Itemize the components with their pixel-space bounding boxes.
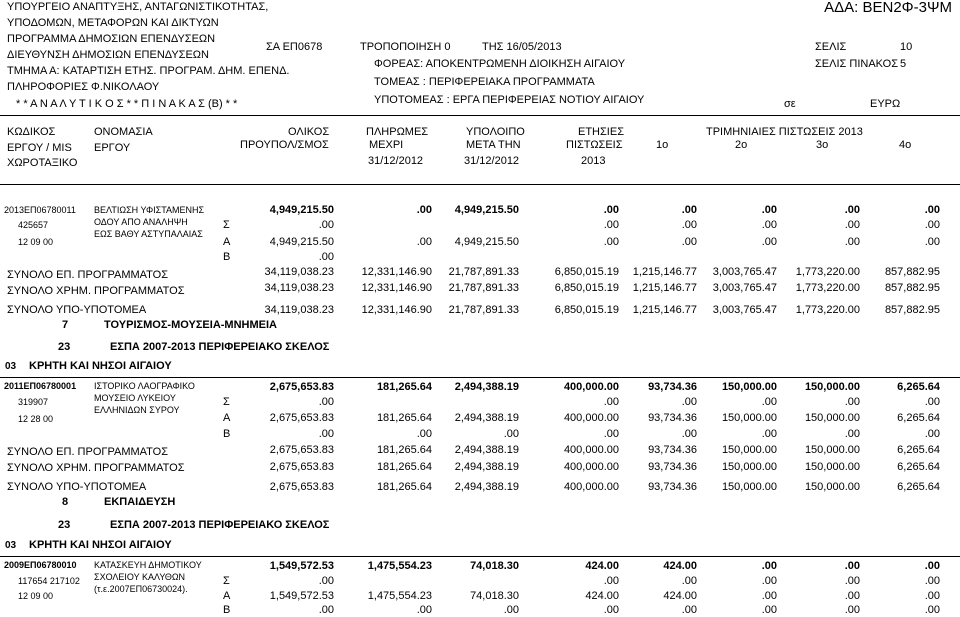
program-number: 23 bbox=[58, 341, 71, 353]
p3-sigma-annual: .00 bbox=[603, 575, 619, 587]
project-spatial: 12 09 00 bbox=[18, 591, 54, 601]
p2-budget: 2,675,653.83 bbox=[269, 381, 334, 393]
section-number: 8 bbox=[62, 496, 69, 508]
total-program-label: ΣΥΝΟΛΟ ΕΠ. ΠΡΟΓΡΑΜΜΑΤΟΣ bbox=[7, 446, 169, 458]
p3-alpha-payments: 1,475,554.23 bbox=[367, 590, 432, 602]
region-title: ΚΡΗΤΗ ΚΑΙ ΝΗΣΟΙ ΑΙΓΑΙΟΥ bbox=[29, 360, 172, 372]
t1-sub-q4: 857,882.95 bbox=[884, 304, 940, 316]
section-number: 7 bbox=[62, 319, 69, 331]
p1-alpha-q2: .00 bbox=[761, 236, 777, 248]
p2-alpha-q3: 150,000.00 bbox=[804, 412, 860, 424]
p3-payments: 1,475,554.23 bbox=[367, 560, 432, 572]
p2-sigma-budget: .00 bbox=[318, 396, 334, 408]
p2-payments: 181,265.64 bbox=[376, 381, 432, 393]
t1-chrim-q1: 1,215,146.77 bbox=[632, 282, 697, 294]
t1-prog-q3: 1,773,220.00 bbox=[795, 266, 860, 278]
project-name-2: ΟΔΟΥ ΑΠΟ ΑΝΑΛΗΨΗ bbox=[94, 217, 188, 227]
p3-alpha-annual: 424.00 bbox=[585, 590, 619, 602]
p3-beta-q1: .00 bbox=[681, 604, 697, 616]
t2-sub-q1: 93,734.36 bbox=[648, 481, 697, 493]
p1-sigma-q3: .00 bbox=[844, 219, 860, 231]
p2-sigma-q1: .00 bbox=[681, 396, 697, 408]
project-name-2: ΣΧΟΛΕΙΟΥ ΚΑΛΥΘΩΝ bbox=[94, 572, 186, 582]
p3-sigma-budget: .00 bbox=[318, 575, 334, 587]
col-name-1: ΟΝΟΜΑΣΙΑ bbox=[94, 126, 153, 138]
p1-beta-label: Β bbox=[223, 251, 231, 263]
t1-chrim-q4: 857,882.95 bbox=[884, 282, 940, 294]
p3-alpha-q3: .00 bbox=[844, 590, 860, 602]
p1-beta-budget: .00 bbox=[318, 251, 334, 263]
t1-prog-q4: 857,882.95 bbox=[884, 266, 940, 278]
region-number: 03 bbox=[5, 540, 17, 551]
col-code-2: ΕΡΓΟΥ / MIS bbox=[7, 142, 72, 154]
p2-alpha-budget: 2,675,653.83 bbox=[269, 412, 334, 424]
project-spatial: 12 09 00 bbox=[18, 237, 54, 247]
p2-alpha-q1: 93,734.36 bbox=[648, 412, 697, 424]
p1-alpha-annual: .00 bbox=[603, 236, 619, 248]
p1-sigma-q4: .00 bbox=[924, 219, 940, 231]
total-subsector-label: ΣΥΝΟΛΟ ΥΠΟ-ΥΠΟΤΟΜΕΑ bbox=[7, 481, 147, 493]
p3-beta-q4: .00 bbox=[924, 604, 940, 616]
region-rule bbox=[0, 556, 960, 557]
p3-beta-annual: .00 bbox=[603, 604, 619, 616]
p1-annual: .00 bbox=[603, 204, 619, 216]
t2-chrim-budget: 2,675,653.83 bbox=[269, 461, 334, 473]
col-remaining-1: ΥΠΟΛΟΙΠΟ bbox=[466, 126, 525, 138]
t2-sub-q3: 150,000.00 bbox=[804, 481, 860, 493]
p1-alpha-remaining: 4,949,215.50 bbox=[454, 236, 519, 248]
currency: ΕΥΡΩ bbox=[870, 98, 901, 110]
t1-chrim-budget: 34,119,038.23 bbox=[264, 282, 334, 294]
p3-beta-q2: .00 bbox=[761, 604, 777, 616]
column-header-rule bbox=[0, 184, 960, 185]
project-code: 2013ΕΠ06780011 bbox=[4, 205, 76, 215]
p2-alpha-payments: 181,265.64 bbox=[376, 412, 432, 424]
p2-alpha-q4: 6,265.64 bbox=[897, 412, 940, 424]
col-payments-1: ΠΛΗΡΩΜΕΣ bbox=[366, 126, 429, 138]
p3-q3: .00 bbox=[844, 560, 860, 572]
p2-remaining: 2,494,388.19 bbox=[454, 381, 519, 393]
p1-budget: 4,949,215.50 bbox=[269, 204, 334, 216]
t1-prog-remaining: 21,787,891.33 bbox=[448, 266, 519, 278]
t2-chrim-q3: 150,000.00 bbox=[804, 461, 860, 473]
t1-chrim-annual: 6,850,015.19 bbox=[554, 282, 619, 294]
t1-sub-q1: 1,215,146.77 bbox=[632, 304, 697, 316]
table-page-number: 5 bbox=[900, 58, 907, 70]
p2-q2: 150,000.00 bbox=[721, 381, 777, 393]
p3-alpha-q1: 424.00 bbox=[663, 590, 697, 602]
p3-alpha-label: Α bbox=[223, 590, 231, 602]
modification-date: ΤΗΣ 16/05/2013 bbox=[482, 41, 562, 53]
t2-chrim-q4: 6,265.64 bbox=[897, 461, 940, 473]
p2-beta-label: Β bbox=[223, 428, 231, 440]
p2-sigma-q2: .00 bbox=[761, 396, 777, 408]
project-name-3: (τ.ε.2007ΕΠ06730024). bbox=[94, 584, 188, 594]
t2-sub-payments: 181,265.64 bbox=[376, 481, 432, 493]
p3-q1: 424.00 bbox=[663, 560, 697, 572]
p2-beta-annual: .00 bbox=[603, 428, 619, 440]
t2-prog-remaining: 2,494,388.19 bbox=[454, 444, 519, 456]
t1-chrim-remaining: 21,787,891.33 bbox=[448, 282, 519, 294]
p1-q4: .00 bbox=[924, 204, 940, 216]
t1-chrim-q2: 3,003,765.47 bbox=[712, 282, 777, 294]
p3-alpha-budget: 1,549,572.53 bbox=[269, 590, 334, 602]
t1-chrim-q3: 1,773,220.00 bbox=[795, 282, 860, 294]
t2-chrim-q1: 93,734.36 bbox=[648, 461, 697, 473]
p1-sigma-q1: .00 bbox=[681, 219, 697, 231]
program-title: ΕΣΠΑ 2007-2013 ΠΕΡΙΦΕΡΕΙΑΚΟ ΣΚΕΛΟΣ bbox=[110, 341, 330, 353]
section-title: ΕΚΠΑΙΔΕΥΣΗ bbox=[104, 496, 176, 508]
t2-sub-annual: 400,000.00 bbox=[563, 481, 619, 493]
p2-beta-budget: .00 bbox=[318, 428, 334, 440]
p3-alpha-q4: .00 bbox=[924, 590, 940, 602]
p1-q3: .00 bbox=[844, 204, 860, 216]
project-name-3: ΕΛΛΗΝΙΔΩΝ ΣΥΡΟΥ bbox=[94, 405, 180, 415]
p3-sigma-q2: .00 bbox=[761, 575, 777, 587]
p3-beta-remaining: .00 bbox=[503, 604, 519, 616]
col-budget-1: ΟΛΙΚΟΣ bbox=[288, 126, 330, 138]
total-program-label: ΣΥΝΟΛΟ ΕΠ. ΠΡΟΓΡΑΜΜΑΤΟΣ bbox=[7, 269, 169, 281]
col-payments-2: ΜΕΧΡΙ bbox=[369, 139, 404, 151]
t1-sub-annual: 6,850,015.19 bbox=[554, 304, 619, 316]
t1-prog-payments: 12,331,146.90 bbox=[361, 266, 432, 278]
total-subsector-label: ΣΥΝΟΛΟ ΥΠΟ-ΥΠΟΤΟΜΕΑ bbox=[7, 304, 147, 316]
p2-q1: 93,734.36 bbox=[648, 381, 697, 393]
p2-beta-q2: .00 bbox=[761, 428, 777, 440]
region-rule bbox=[0, 377, 960, 378]
p2-sigma-q4: .00 bbox=[924, 396, 940, 408]
p2-alpha-q2: 150,000.00 bbox=[721, 412, 777, 424]
p3-budget: 1,549,572.53 bbox=[269, 560, 334, 572]
p3-beta-label: Β bbox=[223, 604, 231, 616]
t2-prog-q1: 93,734.36 bbox=[648, 444, 697, 456]
project-name-3: ΕΩΣ ΒΑΘΥ ΑΣΤΥΠΑΛΑΙΑΣ bbox=[94, 229, 203, 239]
t2-chrim-remaining: 2,494,388.19 bbox=[454, 461, 519, 473]
project-mis: 117654 217102 bbox=[18, 576, 80, 586]
total-financing-label: ΣΥΝΟΛΟ ΧΡΗΜ. ΠΡΟΓΡΑΜΜΑΤΟΣ bbox=[7, 285, 185, 297]
table-page-label: ΣΕΛΙΣ ΠΙΝΑΚΟΣ bbox=[815, 58, 899, 70]
p1-alpha-q3: .00 bbox=[844, 236, 860, 248]
total-financing-label: ΣΥΝΟΛΟ ΧΡΗΜ. ΠΡΟΓΡΑΜΜΑΤΟΣ bbox=[7, 462, 185, 474]
t1-sub-q3: 1,773,220.00 bbox=[795, 304, 860, 316]
p2-q3: 150,000.00 bbox=[804, 381, 860, 393]
t2-prog-q4: 6,265.64 bbox=[897, 444, 940, 456]
p1-q2: .00 bbox=[761, 204, 777, 216]
region-number: 03 bbox=[5, 361, 17, 372]
t1-prog-q2: 3,003,765.47 bbox=[712, 266, 777, 278]
project-spatial: 12 28 00 bbox=[18, 414, 54, 424]
p3-beta-budget: .00 bbox=[318, 604, 334, 616]
t1-sub-q2: 3,003,765.47 bbox=[712, 304, 777, 316]
program-title: ΕΣΠΑ 2007-2013 ΠΕΡΙΦΕΡΕΙΑΚΟ ΣΚΕΛΟΣ bbox=[110, 519, 330, 531]
col-budget-2: ΠΡΟΥΠΟΛ/ΣΜΟΣ bbox=[240, 139, 329, 151]
col-code-3: ΧΩΡΟΤΑΞΙΚΟ bbox=[7, 157, 78, 169]
ministry-line-6: ΠΛΗΡΟΦΟΡΙΕΣ Φ.ΝΙΚΟΛΑΟΥ bbox=[7, 81, 160, 93]
program-number: 23 bbox=[58, 519, 71, 531]
agency: ΦΟΡΕΑΣ: ΑΠΟΚΕΝΤΡΩΜΕΝΗ ΔΙΟΙΚΗΣΗ ΑΙΓΑΙΟΥ bbox=[374, 58, 626, 70]
p1-alpha-q1: .00 bbox=[681, 236, 697, 248]
t1-chrim-payments: 12,331,146.90 bbox=[361, 282, 432, 294]
p3-annual: 424.00 bbox=[585, 560, 619, 572]
col-annual-3: 2013 bbox=[581, 155, 606, 167]
page-number: 10 bbox=[900, 41, 913, 53]
t1-prog-annual: 6,850,015.19 bbox=[554, 266, 619, 278]
col-name-2: ΕΡΓΟΥ bbox=[94, 142, 131, 154]
p2-annual: 400,000.00 bbox=[563, 381, 619, 393]
page-label: ΣΕΛΙΣ bbox=[815, 41, 847, 53]
p1-sigma-annual: .00 bbox=[603, 219, 619, 231]
t2-sub-remaining: 2,494,388.19 bbox=[454, 481, 519, 493]
p1-remaining: 4,949,215.50 bbox=[454, 204, 519, 216]
p3-q2: .00 bbox=[761, 560, 777, 572]
p2-beta-q1: .00 bbox=[681, 428, 697, 440]
p2-beta-q3: .00 bbox=[844, 428, 860, 440]
col-q3: 3ο bbox=[816, 139, 829, 151]
p2-beta-payments: .00 bbox=[416, 428, 432, 440]
t2-prog-q2: 150,000.00 bbox=[721, 444, 777, 456]
project-name-1: ΚΑΤΑΣΚΕΥΗ ΔΗΜΟΤΙΚΟΥ bbox=[94, 560, 202, 570]
report-title: * * Α Ν Α Λ Υ Τ Ι Κ Ο Σ * * Π Ι Ν Α Κ Α Σ (Β) * * bbox=[16, 98, 238, 110]
t2-sub-budget: 2,675,653.83 bbox=[269, 481, 334, 493]
t2-sub-q2: 150,000.00 bbox=[721, 481, 777, 493]
t1-sub-budget: 34,119,038.23 bbox=[264, 304, 334, 316]
t2-chrim-annual: 400,000.00 bbox=[563, 461, 619, 473]
p2-alpha-remaining: 2,494,388.19 bbox=[454, 412, 519, 424]
t2-sub-q4: 6,265.64 bbox=[897, 481, 940, 493]
t1-sub-payments: 12,331,146.90 bbox=[361, 304, 432, 316]
col-annual-1: ΕΤΗΣΙΕΣ bbox=[578, 126, 624, 138]
col-remaining-2: ΜΕΤΑ ΤΗΝ bbox=[466, 139, 521, 151]
p1-sigma-label: Σ bbox=[223, 219, 230, 231]
ministry-line-3: ΠΡΟΓΡΑΜΜΑ ΔΗΜΟΣΙΩΝ ΕΠΕΝΔΥΣΕΩΝ bbox=[7, 33, 216, 45]
p3-sigma-q4: .00 bbox=[924, 575, 940, 587]
p2-q4: 6,265.64 bbox=[897, 381, 940, 393]
col-remaining-3: 31/12/2012 bbox=[464, 155, 520, 167]
t1-prog-q1: 1,215,146.77 bbox=[632, 266, 697, 278]
col-q1: 1ο bbox=[656, 139, 669, 151]
ada-stamp: ΑΔΑ: ΒΕΝ2Φ-3ΨΜ bbox=[824, 0, 952, 16]
p1-sigma-q2: .00 bbox=[761, 219, 777, 231]
p2-beta-q4: .00 bbox=[924, 428, 940, 440]
sector: ΤΟΜΕΑΣ : ΠΕΡΙΦΕΡΕΙΑΚΑ ΠΡΟΓΡΑΜΜΑΤΑ bbox=[374, 76, 595, 88]
project-code: 2011ΕΠ06780001 bbox=[4, 381, 77, 391]
col-annual-2: ΠΙΣΤΩΣΕΙΣ bbox=[566, 139, 623, 151]
section-title: ΤΟΥΡΙΣΜΟΣ-ΜΟΥΣΕΙΑ-ΜΝΗΜΕΙΑ bbox=[104, 319, 277, 331]
p3-sigma-label: Σ bbox=[223, 575, 230, 587]
p1-payments: .00 bbox=[416, 204, 432, 216]
project-mis: 425657 bbox=[18, 220, 49, 230]
header-rule bbox=[0, 115, 960, 116]
t2-chrim-payments: 181,265.64 bbox=[376, 461, 432, 473]
region-title: ΚΡΗΤΗ ΚΑΙ ΝΗΣΟΙ ΑΙΓΑΙΟΥ bbox=[29, 539, 172, 551]
ministry-line-4: ΔΙΕΥΘΥΝΣΗ ΔΗΜΟΣΙΩΝ ΕΠΕΝΔΥΣΕΩΝ bbox=[7, 49, 209, 61]
t2-prog-budget: 2,675,653.83 bbox=[269, 444, 334, 456]
p2-sigma-label: Σ bbox=[223, 396, 230, 408]
modification-number: ΤΡΟΠΟΠΟΙΗΣΗ 0 bbox=[360, 41, 451, 53]
sa-code: ΣΑ ΕΠ0678 bbox=[266, 41, 323, 53]
p1-alpha-payments: .00 bbox=[416, 236, 432, 248]
subsector: ΥΠΟΤΟΜΕΑΣ : ΕΡΓΑ ΠΕΡΙΦΕΡΕΙΑΣ ΝΟΤΙΟΥ ΑΙΓΑΙΟΥ bbox=[374, 94, 645, 106]
col-payments-3: 31/12/2012 bbox=[368, 155, 424, 167]
col-q4: 4ο bbox=[899, 139, 912, 151]
p1-alpha-label: Α bbox=[223, 236, 231, 248]
p3-sigma-q3: .00 bbox=[844, 575, 860, 587]
p3-q4: .00 bbox=[924, 560, 940, 572]
p2-beta-remaining: .00 bbox=[503, 428, 519, 440]
t1-sub-remaining: 21,787,891.33 bbox=[448, 304, 519, 316]
t2-prog-annual: 400,000.00 bbox=[563, 444, 619, 456]
p2-sigma-annual: .00 bbox=[603, 396, 619, 408]
col-quarterly-title: ΤΡΙΜΗΝΙΑΙΕΣ ΠΙΣΤΩΣΕΙΣ 2013 bbox=[706, 126, 863, 138]
project-name-1: ΒΕΛΤΙΩΣΗ ΥΦΙΣΤΑΜΕΝΗΣ bbox=[94, 205, 205, 215]
currency-prefix: σε bbox=[784, 98, 796, 110]
p3-sigma-q1: .00 bbox=[681, 575, 697, 587]
p1-q1: .00 bbox=[681, 204, 697, 216]
p3-remaining: 74,018.30 bbox=[470, 560, 519, 572]
t2-chrim-q2: 150,000.00 bbox=[721, 461, 777, 473]
project-name-2: ΜΟΥΣΕΙΟ ΛΥΚΕΙΟΥ bbox=[94, 393, 176, 403]
project-name-1: ΙΣΤΟΡΙΚΟ ΛΑΟΓΡΑΦΙΚΟ bbox=[94, 381, 195, 391]
p2-sigma-q3: .00 bbox=[844, 396, 860, 408]
ministry-line-1: ΥΠΟΥΡΓΕΙΟ ΑΝΑΠΤΥΞΗΣ, ΑΝΤΑΓΩΝΙΣΤΙΚΟΤΗΤΑΣ, bbox=[7, 1, 269, 13]
project-mis: 319907 bbox=[18, 397, 49, 407]
t1-prog-budget: 34,119,038.23 bbox=[264, 266, 334, 278]
col-code-1: ΚΩΔΙΚΟΣ bbox=[7, 126, 56, 138]
p3-beta-payments: .00 bbox=[416, 604, 432, 616]
t2-prog-q3: 150,000.00 bbox=[804, 444, 860, 456]
p2-alpha-annual: 400,000.00 bbox=[563, 412, 619, 424]
p3-alpha-q2: .00 bbox=[761, 590, 777, 602]
p1-alpha-q4: .00 bbox=[924, 236, 940, 248]
project-code: 2009ΕΠ06780010 bbox=[4, 560, 77, 570]
p2-alpha-label: Α bbox=[223, 412, 231, 424]
t2-prog-payments: 181,265.64 bbox=[376, 444, 432, 456]
col-q2: 2ο bbox=[735, 139, 748, 151]
ministry-line-2: ΥΠΟΔΟΜΩΝ, ΜΕΤΑΦΟΡΩΝ ΚΑΙ ΔΙΚΤΥΩΝ bbox=[7, 17, 219, 29]
p3-beta-q3: .00 bbox=[844, 604, 860, 616]
p1-sigma-budget: .00 bbox=[318, 219, 334, 231]
p3-alpha-remaining: 74,018.30 bbox=[470, 590, 519, 602]
ministry-line-5: ΤΜΗΜΑ Α: ΚΑΤΑΡΤΙΣΗ ΕΤΗΣ. ΠΡΟΓΡΑΜ. ΔΗΜ. ΕΠΕΝΔ. bbox=[7, 65, 290, 77]
p1-alpha-budget: 4,949,215.50 bbox=[269, 236, 334, 248]
